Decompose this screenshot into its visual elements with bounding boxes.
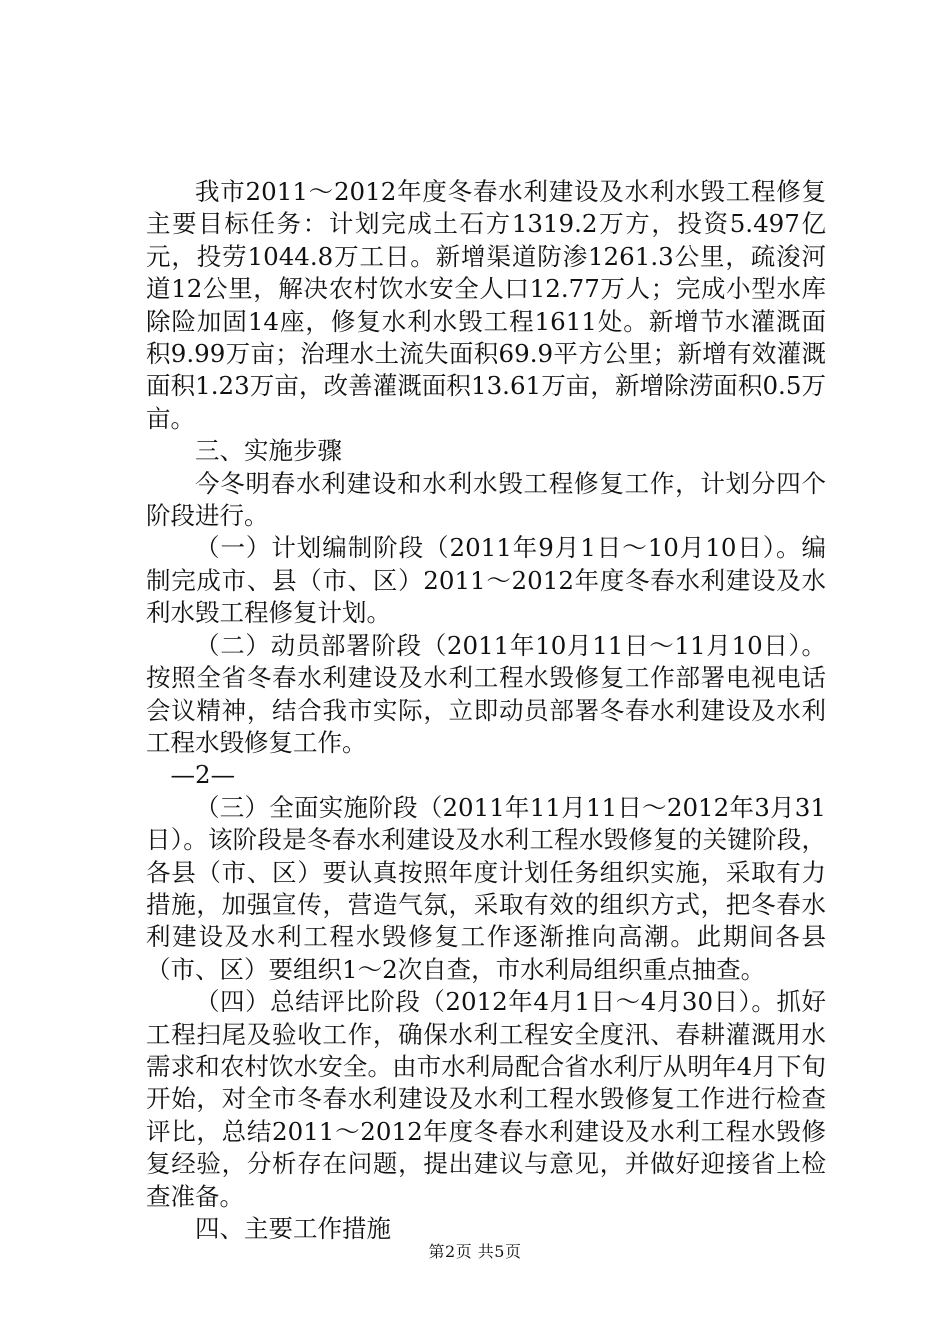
paragraph-stage-mobilization: （二）动员部署阶段（2011年10月11日～11月10日）。按照全省冬春水利建设及水利工程水毁修复工作部署电视电话会议精神，结合我市实际，立即动员部署冬春水利建设及水利工程水毁修复工作。	[146, 630, 826, 757]
paragraph-stage-planning: （一）计划编制阶段（2011年9月1日～10月10日）。编制完成市、县（市、区）2011～2012年度冬春水利建设及水利水毁工程修复计划。	[146, 533, 826, 628]
section-heading-implementation-steps: 三、实施步骤	[195, 436, 342, 466]
document-body	[146, 176, 826, 1245]
paragraph-stages-intro: 今冬明春水利建设和水利水毁工程修复工作，计划分四个阶段进行。	[146, 468, 826, 531]
paragraph-stage-implementation: （三）全面实施阶段（2011年11月11日～2012年3月31日）。该阶段是冬春水利建设及水利工程水毁修复的关键阶段，各县（市、区）要认真按照年度计划任务组织实施，采取有力措施，加强宣传，营造气氛，采取有效的组织方式，把冬春水利建设及水利工程水毁修复工作逐渐推向高潮。此期间各县（市、区）要组织1～2次自查，市水利局组织重点抽查。	[146, 792, 826, 984]
section-heading-main-measures: 四、主要工作措施	[195, 1214, 391, 1243]
paragraph-stage-review: （四）总结评比阶段（2012年4月1日～4月30日）。抓好工程扫尾及验收工作，确保水利工程安全度汛、春耕灌溉用水需求和农村饮水安全。由市水利局配合省水利厅从明年4月下旬开始，对全市冬春水利建设及水利工程水毁修复工作进行检查评比，总结2011～2012年度冬春水利建设及水利工程水毁修复经验，分析存在问题，提出建议与意见，并做好迎接省上检查准备。	[146, 987, 826, 1211]
page-footer: 第2页 共5页	[428, 1242, 522, 1261]
paragraph-main-targets: 我市2011～2012年度冬春水利建设及水利水毁工程修复主要目标任务：计划完成土石方1319.2万方，投资5.497亿元，投劳1044.8万工日。新增渠道防渗1261.3公里，疏浚河道12公里，解决农村饮水安全人口12.77万人；完成小型水库除险加固14座，修复水利水毁工程1611处。新增节水灌溉面积9.99万亩；治理水土流失面积69.9平方公里；新增有效灌溉面积1.23万亩，改善灌溉面积13.61万亩，新增除涝面积0.5万亩。	[146, 177, 826, 433]
inline-page-number: —2—	[170, 760, 236, 790]
